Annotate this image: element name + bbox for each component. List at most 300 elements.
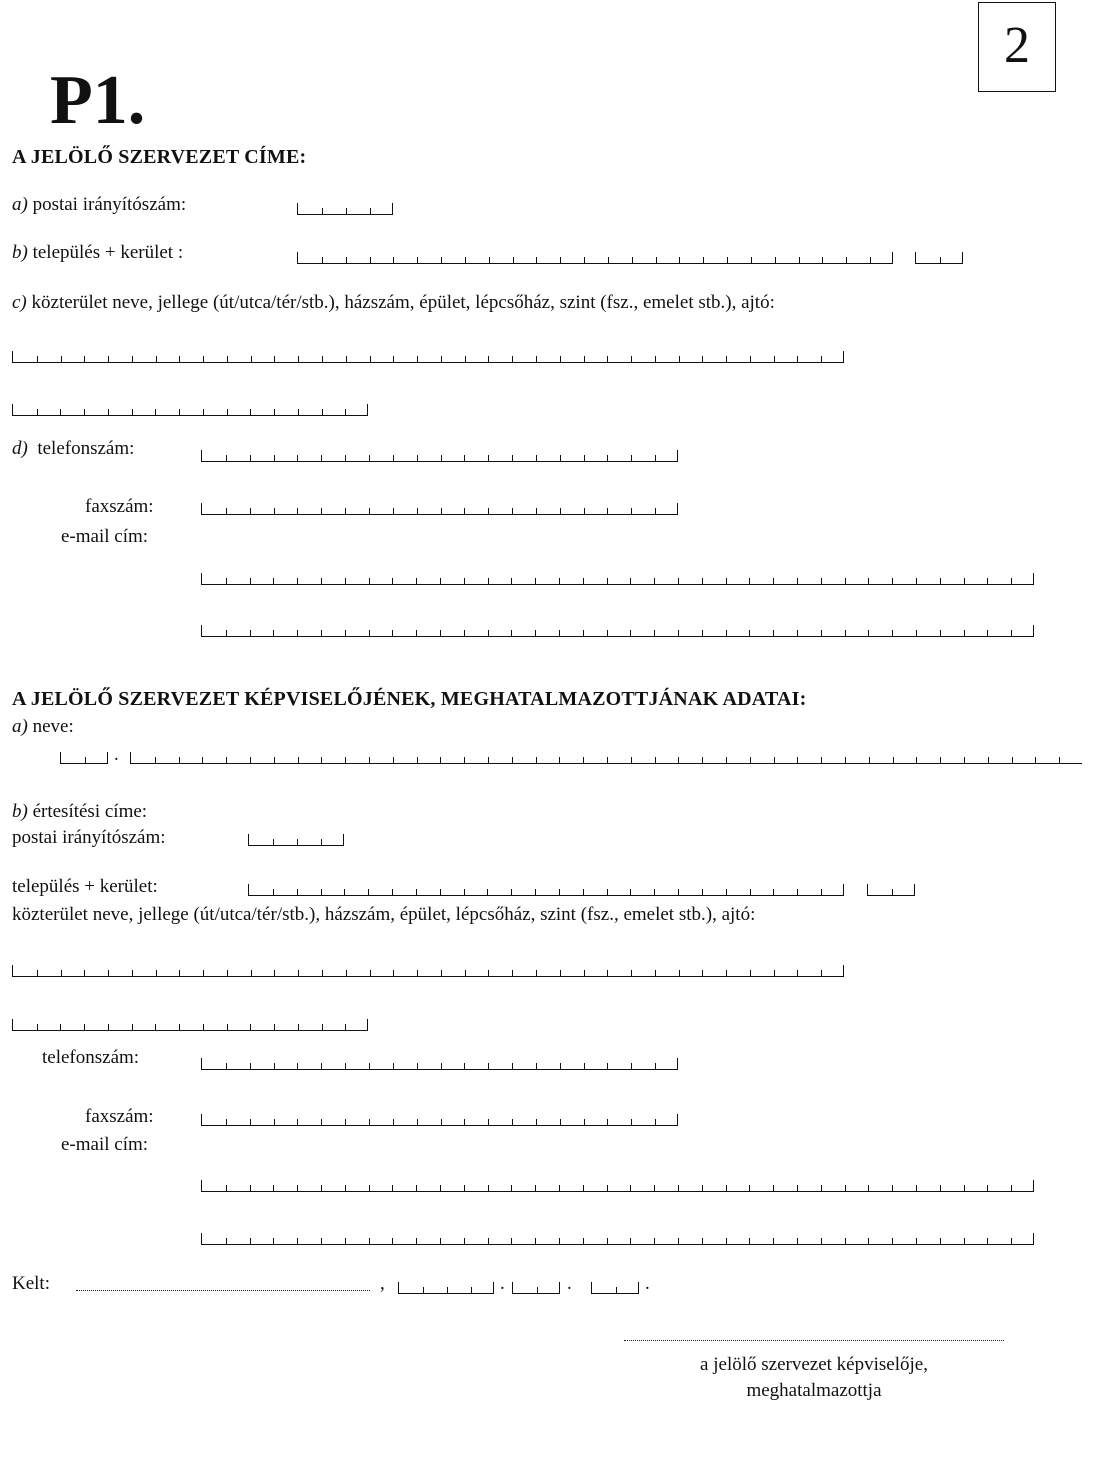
box-divider: [226, 455, 227, 461]
box-divider: [535, 1185, 536, 1191]
box-divider: [821, 578, 822, 584]
box-divider: [440, 578, 441, 584]
box-divider: [726, 1238, 727, 1244]
box-divider: [1012, 757, 1013, 763]
box-divider: [345, 1024, 346, 1030]
box-divider: [37, 409, 38, 415]
box-divider: [630, 1238, 631, 1244]
box-divider: [560, 508, 561, 514]
s2-email-field-line1[interactable]: [201, 1180, 1034, 1192]
box-divider: [773, 1185, 774, 1191]
box-divider: [868, 630, 869, 636]
box-divider: [203, 356, 204, 362]
box-divider: [607, 630, 608, 636]
box-divider: [655, 356, 656, 362]
box-divider: [273, 889, 274, 895]
box-divider: [370, 208, 371, 214]
box-divider: [297, 578, 298, 584]
box-divider: [155, 409, 156, 415]
box-divider: [179, 409, 180, 415]
box-divider: [631, 970, 632, 976]
box-divider: [845, 1238, 846, 1244]
box-divider: [345, 630, 346, 636]
box-divider: [274, 1063, 275, 1069]
date-sep-1: .: [500, 1273, 505, 1294]
box-divider: [726, 630, 727, 636]
s2-street-field-line1[interactable]: [12, 965, 844, 977]
box-divider: [345, 757, 346, 763]
box-divider: [797, 356, 798, 362]
box-divider: [250, 1063, 251, 1069]
box-divider: [654, 578, 655, 584]
box-divider: [892, 1238, 893, 1244]
box-divider: [369, 630, 370, 636]
box-divider: [392, 578, 393, 584]
box-divider: [226, 1063, 227, 1069]
box-divider: [1011, 1185, 1012, 1191]
box-divider: [441, 970, 442, 976]
box-divider: [964, 1238, 965, 1244]
box-divider: [417, 970, 418, 976]
box-divider: [179, 356, 180, 362]
box-divider: [345, 1185, 346, 1191]
box-divider: [297, 1063, 298, 1069]
box-divider: [440, 1185, 441, 1191]
s2-address-label: b) értesítési címe:: [12, 801, 148, 822]
box-divider: [369, 1238, 370, 1244]
box-divider: [868, 578, 869, 584]
box-divider: [369, 1119, 370, 1125]
box-divider: [440, 630, 441, 636]
s1-postal-code-label: a) postai irányítószám:: [12, 194, 187, 215]
s1-email-field-line2[interactable]: [201, 625, 1034, 637]
date-label: Kelt:: [12, 1273, 50, 1294]
box-divider: [488, 1238, 489, 1244]
box-divider: [559, 889, 560, 895]
box-divider: [441, 455, 442, 461]
box-divider: [369, 508, 370, 514]
box-divider: [108, 409, 109, 415]
form-code: P1.: [50, 62, 146, 139]
box-divider: [870, 257, 871, 263]
box-divider: [726, 578, 727, 584]
s2-street-label: közterület neve, jellege (út/utca/tér/stb.), házszám, épület, lépcsőház, szint (fsz., emelet stb.), ajtó:: [12, 904, 756, 925]
s2-fax-field[interactable]: [201, 1114, 678, 1126]
box-divider: [416, 889, 417, 895]
s1-phone-field[interactable]: [201, 450, 678, 462]
box-divider: [417, 1063, 418, 1069]
box-divider: [465, 970, 466, 976]
box-divider: [869, 757, 870, 763]
box-divider: [511, 630, 512, 636]
box-divider: [417, 356, 418, 362]
box-divider: [607, 1185, 608, 1191]
box-divider: [702, 889, 703, 895]
s1-street-field-line1[interactable]: [12, 351, 844, 363]
box-divider: [607, 970, 608, 976]
box-divider: [584, 508, 585, 514]
box-divider: [678, 578, 679, 584]
s1-street-field-line2[interactable]: [12, 404, 368, 416]
box-divider: [298, 757, 299, 763]
box-divider: [322, 1024, 323, 1030]
box-divider: [227, 409, 228, 415]
box-divider: [488, 1185, 489, 1191]
box-divider: [678, 1185, 679, 1191]
date-comma: ,: [380, 1273, 385, 1294]
box-divider: [465, 356, 466, 362]
s2-email-field-line2[interactable]: [201, 1233, 1034, 1245]
date-sep-2: .: [567, 1273, 572, 1294]
box-divider: [773, 1238, 774, 1244]
box-divider: [274, 455, 275, 461]
box-divider: [964, 630, 965, 636]
s1-district-field[interactable]: [915, 252, 963, 264]
place-field[interactable]: [76, 1290, 370, 1291]
box-divider: [511, 578, 512, 584]
box-divider: [274, 508, 275, 514]
box-divider: [488, 455, 489, 461]
box-divider: [464, 757, 465, 763]
signature-line[interactable]: [624, 1340, 1004, 1341]
box-divider: [251, 356, 252, 362]
s2-phone-label: telefonszám:: [42, 1047, 140, 1068]
box-divider: [726, 889, 727, 895]
box-divider: [821, 630, 822, 636]
box-divider: [464, 455, 465, 461]
box-divider: [749, 578, 750, 584]
box-divider: [370, 356, 371, 362]
box-divider: [703, 257, 704, 263]
box-divider: [441, 356, 442, 362]
box-divider: [297, 1185, 298, 1191]
box-divider: [274, 356, 275, 362]
box-divider: [916, 630, 917, 636]
box-divider: [392, 889, 393, 895]
box-divider: [821, 1185, 822, 1191]
box-divider: [321, 1185, 322, 1191]
box-divider: [297, 508, 298, 514]
box-divider: [512, 1119, 513, 1125]
box-divider: [132, 970, 133, 976]
box-divider: [916, 757, 917, 763]
box-divider: [273, 839, 274, 845]
box-divider: [227, 1024, 228, 1030]
box-divider: [155, 1024, 156, 1030]
page-number-box: 2: [978, 2, 1056, 92]
box-divider: [344, 889, 345, 895]
box-divider: [583, 1185, 584, 1191]
box-divider: [464, 889, 465, 895]
box-divider: [226, 508, 227, 514]
box-divider: [773, 630, 774, 636]
box-divider: [607, 578, 608, 584]
box-divider: [321, 1119, 322, 1125]
box-divider: [37, 356, 38, 362]
box-divider: [559, 757, 560, 763]
box-divider: [940, 578, 941, 584]
s1-settlement-field[interactable]: [297, 252, 893, 264]
box-divider: [1011, 1238, 1012, 1244]
box-divider: [631, 1063, 632, 1069]
box-divider: [940, 1185, 941, 1191]
box-divider: [678, 757, 679, 763]
box-divider: [893, 757, 894, 763]
box-divider: [750, 757, 751, 763]
box-divider: [535, 630, 536, 636]
box-divider: [749, 630, 750, 636]
box-divider: [108, 356, 109, 362]
box-divider: [251, 970, 252, 976]
box-divider: [536, 970, 537, 976]
s2-postal-code-field[interactable]: [248, 834, 344, 846]
box-divider: [250, 455, 251, 461]
s2-name-prefix-field[interactable]: [60, 752, 108, 764]
box-divider: [749, 1238, 750, 1244]
box-divider: [179, 970, 180, 976]
box-divider: [583, 1238, 584, 1244]
box-divider: [630, 630, 631, 636]
box-divider: [322, 208, 323, 214]
box-divider: [37, 970, 38, 976]
box-divider: [583, 630, 584, 636]
box-divider: [250, 1119, 251, 1125]
box-divider: [60, 1024, 61, 1030]
box-divider: [1011, 630, 1012, 636]
date-year-field[interactable]: [398, 1282, 494, 1294]
box-divider: [654, 889, 655, 895]
box-divider: [702, 1185, 703, 1191]
box-divider: [37, 1024, 38, 1030]
box-divider: [297, 839, 298, 845]
box-divider: [297, 889, 298, 895]
box-divider: [273, 1238, 274, 1244]
box-divider: [417, 257, 418, 263]
box-divider: [536, 508, 537, 514]
box-divider: [821, 889, 822, 895]
box-divider: [321, 1238, 322, 1244]
box-divider: [368, 889, 369, 895]
box-divider: [607, 455, 608, 461]
box-divider: [940, 630, 941, 636]
box-divider: [726, 1185, 727, 1191]
box-divider: [416, 1185, 417, 1191]
box-divider: [988, 757, 989, 763]
box-divider: [346, 257, 347, 263]
box-divider: [393, 757, 394, 763]
box-divider: [488, 1119, 489, 1125]
box-divider: [392, 1238, 393, 1244]
box-divider: [631, 455, 632, 461]
box-divider: [322, 257, 323, 263]
box-divider: [489, 257, 490, 263]
box-divider: [845, 757, 846, 763]
s1-fax-label: faxszám:: [85, 496, 154, 517]
box-divider: [1059, 757, 1060, 763]
box-divider: [797, 630, 798, 636]
box-divider: [560, 970, 561, 976]
box-divider: [751, 257, 752, 263]
box-divider: [536, 1063, 537, 1069]
box-divider: [226, 630, 227, 636]
box-divider: [799, 257, 800, 263]
box-divider: [393, 508, 394, 514]
box-divider: [535, 1238, 536, 1244]
box-divider: [630, 889, 631, 895]
box-divider: [631, 356, 632, 362]
box-divider: [702, 578, 703, 584]
box-divider: [559, 1238, 560, 1244]
box-divider: [702, 1238, 703, 1244]
box-divider: [60, 409, 61, 415]
s2-name-label: a) neve:: [12, 716, 74, 737]
box-divider: [535, 578, 536, 584]
box-divider: [821, 1238, 822, 1244]
box-divider: [584, 257, 585, 263]
box-divider: [321, 630, 322, 636]
box-divider: [821, 970, 822, 976]
box-divider: [775, 257, 776, 263]
box-divider: [393, 1063, 394, 1069]
box-divider: [868, 1185, 869, 1191]
box-divider: [471, 1287, 472, 1293]
box-divider: [441, 508, 442, 514]
box-divider: [61, 356, 62, 362]
s1-email-field-line1[interactable]: [201, 573, 1034, 585]
s1-settlement-label: b) település + kerület :: [12, 242, 184, 263]
s2-name-separator: .: [114, 744, 119, 765]
box-divider: [679, 257, 680, 263]
box-divider: [393, 257, 394, 263]
box-divider: [273, 578, 274, 584]
box-divider: [940, 757, 941, 763]
box-divider: [964, 1185, 965, 1191]
section2-title: A JELÖLŐ SZERVEZET KÉPVISELŐJÉNEK, MEGHATALMAZOTTJÁNAK ADATAI:: [12, 688, 807, 710]
box-divider: [608, 257, 609, 263]
box-divider: [132, 356, 133, 362]
box-divider: [250, 1238, 251, 1244]
box-divider: [536, 1119, 537, 1125]
box-divider: [226, 757, 227, 763]
box-divider: [750, 889, 751, 895]
box-divider: [417, 455, 418, 461]
box-divider: [202, 757, 203, 763]
box-divider: [345, 1063, 346, 1069]
box-divider: [916, 578, 917, 584]
box-divider: [678, 630, 679, 636]
box-divider: [655, 455, 656, 461]
box-divider: [916, 1185, 917, 1191]
box-divider: [464, 1238, 465, 1244]
box-divider: [345, 1119, 346, 1125]
box-divider: [702, 757, 703, 763]
s2-street-field-line2[interactable]: [12, 1019, 368, 1031]
s1-email-label: e-mail cím:: [61, 526, 149, 547]
box-divider: [392, 1185, 393, 1191]
box-divider: [656, 257, 657, 263]
box-divider: [654, 630, 655, 636]
box-divider: [535, 889, 536, 895]
box-divider: [536, 757, 537, 763]
signature-caption-2: meghatalmazottja: [746, 1380, 882, 1401]
box-divider: [512, 757, 513, 763]
box-divider: [321, 508, 322, 514]
box-divider: [322, 970, 323, 976]
box-divider: [84, 970, 85, 976]
date-day-field[interactable]: [591, 1282, 639, 1294]
box-divider: [156, 356, 157, 362]
box-divider: [250, 508, 251, 514]
box-divider: [607, 1119, 608, 1125]
box-divider: [512, 1063, 513, 1069]
box-divider: [560, 257, 561, 263]
box-divider: [726, 757, 727, 763]
box-divider: [297, 455, 298, 461]
box-divider: [630, 578, 631, 584]
s1-phone-label: d) telefonszám:: [12, 438, 135, 459]
box-divider: [987, 578, 988, 584]
box-divider: [488, 757, 489, 763]
box-divider: [369, 578, 370, 584]
box-divider: [774, 970, 775, 976]
box-divider: [821, 757, 822, 763]
box-divider: [369, 1185, 370, 1191]
box-divider: [392, 630, 393, 636]
box-divider: [559, 630, 560, 636]
box-divider: [727, 257, 728, 263]
box-divider: [607, 356, 608, 362]
s2-name-field[interactable]: [130, 752, 1082, 764]
box-divider: [488, 1063, 489, 1069]
box-divider: [512, 970, 513, 976]
box-divider: [488, 356, 489, 362]
s2-settlement-field[interactable]: [248, 884, 844, 896]
box-divider: [250, 578, 251, 584]
box-divider: [179, 757, 180, 763]
box-divider: [298, 970, 299, 976]
box-divider: [797, 578, 798, 584]
box-divider: [750, 970, 751, 976]
s2-district-field[interactable]: [867, 884, 915, 896]
box-divider: [488, 970, 489, 976]
box-divider: [987, 1185, 988, 1191]
box-divider: [464, 1119, 465, 1125]
box-divider: [702, 970, 703, 976]
box-divider: [536, 356, 537, 362]
box-divider: [632, 257, 633, 263]
box-divider: [679, 356, 680, 362]
s1-fax-field[interactable]: [201, 503, 678, 515]
box-divider: [250, 1185, 251, 1191]
box-divider: [655, 1119, 656, 1125]
box-divider: [203, 970, 204, 976]
box-divider: [250, 757, 251, 763]
box-divider: [156, 970, 157, 976]
s2-fax-label: faxszám:: [85, 1106, 154, 1127]
box-divider: [440, 757, 441, 763]
box-divider: [560, 356, 561, 362]
box-divider: [559, 1185, 560, 1191]
s1-street-label: c) közterület neve, jellege (út/utca/tér/stb.), házszám, épület, lépcsőház, szint (fsz., emelet stb.), ajtó:: [12, 292, 775, 313]
s2-phone-field[interactable]: [201, 1058, 678, 1070]
box-divider: [1035, 757, 1036, 763]
box-divider: [298, 1024, 299, 1030]
box-divider: [845, 578, 846, 584]
date-month-field[interactable]: [512, 1282, 560, 1294]
box-divider: [584, 1119, 585, 1125]
box-divider: [964, 578, 965, 584]
s1-postal-code-field[interactable]: [297, 203, 393, 215]
